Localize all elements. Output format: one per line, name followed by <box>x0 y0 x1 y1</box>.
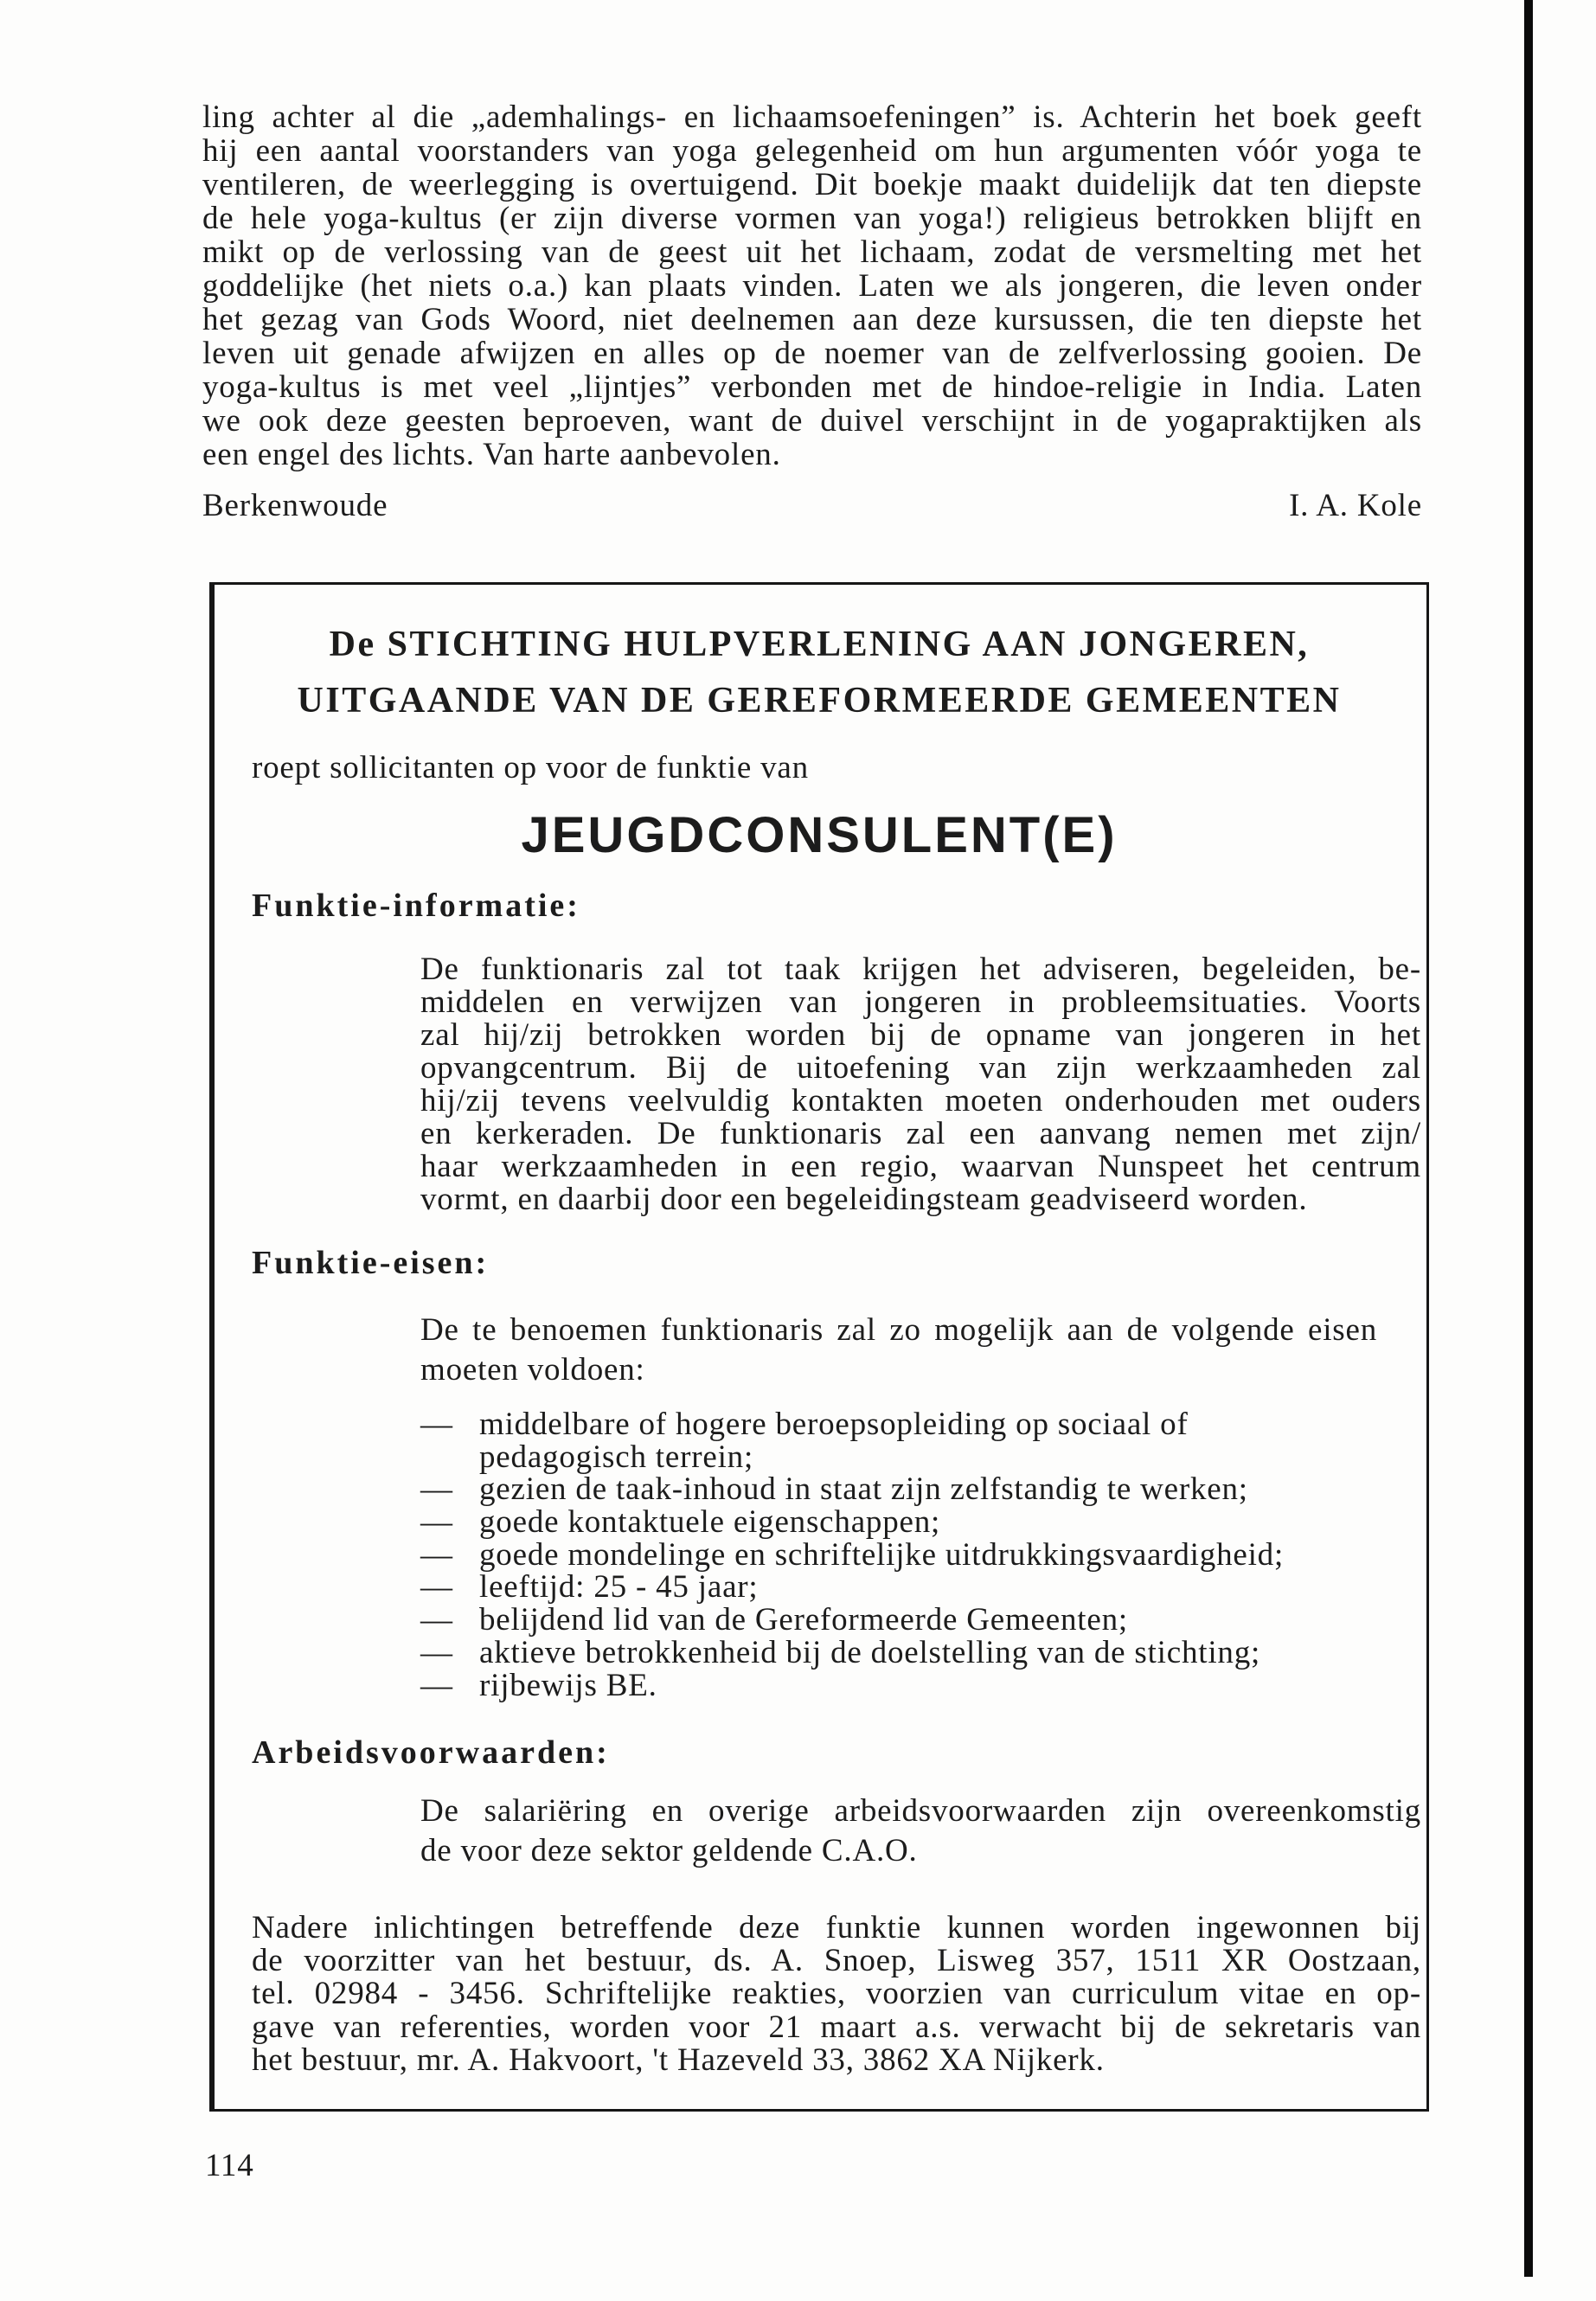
job-info-line: opvangcentrum. Bij de uitoefening van zijn werkzaamheden zal <box>420 1050 1421 1086</box>
requirement-text <box>479 1506 940 1539</box>
requirement-item <box>420 1667 1421 1703</box>
review-line: mikt op de verlossing van de geest uit het lichaam, zodat de versmelting met het <box>202 234 1422 270</box>
job-title: JEUGDCONSULENT(E) <box>521 807 1118 863</box>
contact-paragraph <box>252 1912 1421 2077</box>
review-line: de hele yoga-kultus (er zijn diverse vormen van yoga!) religieus betrokken blijft en <box>202 201 1422 236</box>
dash-marker: — <box>420 1536 453 1573</box>
dash-marker: — <box>420 1569 453 1606</box>
requirement-line: goede kontaktuele eigenschappen; <box>479 1504 941 1541</box>
job-info-line: en kerkeraden. De funktionaris zal een aanvang nemen met zijn/ <box>420 1116 1421 1151</box>
dash-marker: — <box>420 1667 453 1703</box>
contact-line: de voorzitter van het bestuur, ds. A. Snoep, Lisweg 357, 1511 XR Oostzaan, <box>252 1943 1421 1979</box>
requirement-text <box>479 1536 1285 1573</box>
terms-heading: Arbeidsvoorwaarden: <box>252 1734 610 1771</box>
dash-marker: — <box>420 1471 453 1508</box>
requirement-item <box>420 1536 1421 1573</box>
dash-marker: — <box>420 1504 453 1541</box>
requirement-line: goede mondelinge en schriftelijke uitdrukkingsvaardigheid; <box>479 1536 1285 1573</box>
job-info-line: haar werkzaamheden in een regio, waarvan Nunspeet het centrum <box>420 1149 1421 1184</box>
job-info-line: De funktionaris zal tot taak krijgen het adviseren, begeleiden, be- <box>420 952 1421 987</box>
terms-line: de voor deze sektor geldende C.A.O. <box>420 1833 918 1868</box>
requirement-item <box>420 1634 1421 1670</box>
requirement-text <box>479 1571 759 1604</box>
review-paragraph <box>202 100 1422 471</box>
requirement-line: aktieve betrokkenheid bij de doelstelling van de stichting; <box>479 1634 1261 1670</box>
requirement-line: leeftijd: 25 - 45 jaar; <box>479 1569 759 1606</box>
requirement-line: middelbare of hogere beroepsopleiding op sociaal of <box>479 1407 1189 1442</box>
requirement-item <box>420 1571 1421 1604</box>
review-line: een engel des lichts. Van harte aanbevolen. <box>202 437 781 472</box>
review-line: goddelijke (het niets o.a.) kan plaats vinden. Laten we als jongeren, die leven onder <box>202 268 1422 304</box>
requirement-line: rijbewijs BE. <box>479 1667 657 1703</box>
job-info-line: middelen en verwijzen van jongeren in probleemsituaties. Voorts <box>420 984 1421 1020</box>
requirement-text <box>479 1604 1128 1637</box>
job-info-paragraph <box>420 953 1421 1216</box>
review-line: het gezag van Gods Woord, niet deelnemen aan deze kursussen, die ten diepste het <box>202 302 1422 337</box>
job-requirements-intro-line: De te benoemen funktionaris zal zo mogelijk aan de volgende eisen <box>420 1312 1377 1348</box>
requirement-line: gezien de taak-inhoud in staat zijn zelfstandig te werken; <box>479 1471 1248 1508</box>
dash-marker: — <box>420 1634 453 1670</box>
page-number: 114 <box>205 2148 254 2183</box>
contact-line: het bestuur, mr. A. Hakvoort, 't Hazeveld 33, 3862 XA Nijkerk. <box>252 2041 1105 2078</box>
review-line: hij een aantal voorstanders van yoga gelegenheid om hun argumenten vóór yoga te <box>202 133 1422 169</box>
review-line: ventileren, de weerlegging is overtuigend. Dit boekje maakt duidelijk dat ten diepste <box>202 167 1422 202</box>
job-requirements-intro-line: moeten voldoen: <box>420 1352 645 1388</box>
review-line: ling achter al die „ademhalings- en lichaamsoefeningen” is. Achterin het boek geeft <box>202 99 1422 135</box>
requirement-item <box>420 1506 1421 1539</box>
review-line: we ook deze geesten beproeven, want de duivel verschijnt in de yogapraktijken als <box>202 403 1422 439</box>
review-line: yoga-kultus is met veel „lijntjes” verbonden met de hindoe-religie in India. Laten <box>202 369 1422 405</box>
requirement-item <box>420 1604 1421 1637</box>
job-info-line: hij/zij tevens veelvuldig kontakten moeten onderhouden met ouders <box>420 1083 1421 1118</box>
review-place: Berkenwoude <box>202 488 388 523</box>
requirement-item <box>420 1473 1421 1506</box>
advertisement-intro: roept sollicitanten op voor de funktie van <box>252 750 809 785</box>
requirement-line: pedagogisch terrein; <box>479 1439 754 1475</box>
dash-marker: — <box>420 1602 453 1638</box>
dash-marker: — <box>420 1407 453 1442</box>
requirement-text <box>479 1473 1248 1506</box>
requirement-item <box>420 1408 1421 1473</box>
job-info-heading: Funktie-informatie: <box>252 888 580 924</box>
requirement-text <box>479 1667 657 1703</box>
advertisement-heading-line-2: UITGAANDE VAN DE GEREFORMEERDE GEMEENTEN <box>297 681 1342 721</box>
review-line: leven uit genade afwijzen en alles op de noemer van de zelfverlossing gooien. De <box>202 336 1422 371</box>
requirement-text <box>479 1408 1189 1473</box>
job-requirements-list <box>420 1408 1421 1702</box>
job-info-line: vormt, en daarbij door een begeleidingsteam geadviseerd worden. <box>420 1182 1308 1217</box>
contact-line: Nadere inlichtingen betreffende deze funktie kunnen worden ingewonnen bij <box>252 1910 1421 1945</box>
scan-edge-line <box>1524 0 1533 2277</box>
job-info-line: zal hij/zij betrokken worden bij de opname van jongeren in het <box>420 1017 1421 1053</box>
contact-line: gave van referenties, worden voor 21 maart a.s. verwacht bij de sekretaris van <box>252 2009 1421 2045</box>
review-author: I. A. Kole <box>1289 488 1422 523</box>
advertisement-heading-line-1: De STICHTING HULPVERLENING AAN JONGEREN, <box>329 625 1310 664</box>
contact-line: tel. 02984 - 3456. Schriftelijke reakties, voorzien van curriculum vitae en op- <box>252 1976 1421 2012</box>
requirement-text <box>479 1634 1261 1670</box>
requirement-line: belijdend lid van de Gereformeerde Gemeenten; <box>479 1602 1128 1638</box>
review-signature-row <box>202 489 1422 522</box>
terms-line: De salariëring en overige arbeidsvoorwaarden zijn overeenkomstig <box>420 1793 1421 1829</box>
job-requirements-heading: Funktie-eisen: <box>252 1245 490 1281</box>
